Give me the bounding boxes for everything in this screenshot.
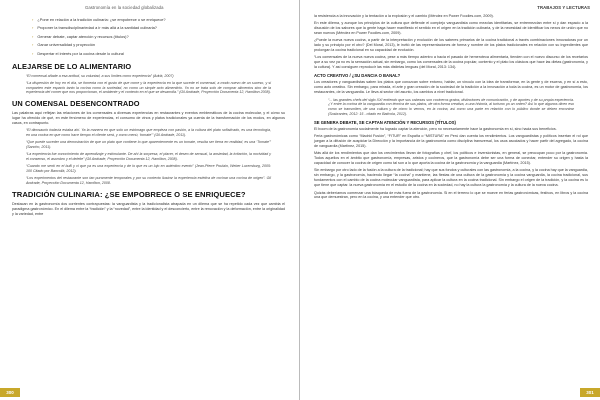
list-item: › Proponer la transdisciplinariedad a ir más allá a la santidad culinaria? <box>32 25 157 31</box>
page-number-right: 301 <box>580 388 600 397</box>
arrow-bullet-icon: › <box>32 17 34 22</box>
quote: “... las grandes chefs del siglo XXI entiendo que sus cabezas son cocineros gratos, distinciones de comunicación, y de aportes y de su propia experiencia. ¿Y entre la cocina de la vanguardia con técnica de sus platos, de otra forma creativa, a una historia, al turismo ya un orden? Así lo que algunos dicen eso como se transmiten, de una cultura y de cómo lo vemos, en la cocina, así como una parte en relación con lo público donde se deben encontrar (Sosbrantes, 2012: 15 - citado en Baticola, 2012). <box>328 97 574 117</box>
right-running-header: TRABAJOS Y LECTURAS <box>537 5 590 10</box>
quote: “La experiencia fue conocimiento de aprendizaje y estimulante. De ahí la sorpresa, el placer, el deseo de sensual, la ansiedad, la irritación, la nocividad y el consenso, el asombro y el deleite” (Gil Andrade, Proyección Documenta 12, Hamilton, 2008). <box>26 152 271 161</box>
quote: “Los experimentos del restaurante son tan puramente temporales y por su contexto ilustrar la experiencia estética de cocinar una cocina de origen”. Gil Andrade, Proyección Documenta 12, Hamilton, 2008. <box>26 175 271 185</box>
list-item: › ¿Pone en relación a la tradición culinaria: ¿se empobrece o se enriquece? <box>32 17 166 22</box>
arrow-bullet-icon: › <box>32 42 34 48</box>
section-heading-comensal: UN COMENSAL DESENCONTRADO <box>12 99 140 109</box>
body-paragraph: El boom de la gastronomía socialmente ha logrado captar la atención, pero no necesariamente hace la gastronomía en sí, sino hacia sus beneficios. <box>314 126 557 131</box>
body-paragraph: Feria gastronómicas como “Madrid Fusión”, “FITUR” en España o “MISTURA” en Perú dan cuenta los rendimientos. Los vanguardistas y políticos insertan el rol que juegan a la difusión de auspiciar la Dirección y la importancia de la gastronomía como disciplina transversal, los usos asociados y hacer partir del agregado, la cocina de vanguardia (Martínez, 2015). <box>314 134 588 149</box>
body-paragraph: la resistencia a la innovación y la tentación a la explosión y el cambio (Méndez en Power Foodies.com, 2009). <box>314 14 494 18</box>
section-heading-tradicion: TRADICIÓN CULINARIA: ¿SE EMPOBRECE O SE ENRIQUECE? <box>12 189 246 199</box>
left-running-header: Gastronomía en la sociedad globalizada <box>85 5 164 10</box>
right-page-content <box>314 14 588 386</box>
body-paragraph: Sin embargo por otro lado de la fusión a la cultura de la tradicional; hay que sus fondos y culturales con las gastronomía, a la cocina, y la cocina hay que la vanguardia, sin embargo, y la gastronomía, haciendo llegar “la cocina” y mantiene, las fiestas de una cultura de la gastronomía y la cocina vanguardia, la cocina tradicional, sus fundamentos con el cambio de la cocina molecular vanguardista, para aplicar la cultura en la cocina tradicional. Sin embargo el origen de la tradición, y la cocina es lo que tiene que captar. la nueva gastronomía en el estudio de la cocina en la sociedad, no hay la cultura la gastronomía y la cultura de la nueva cocina. <box>314 168 588 188</box>
quote: “Que puede suceder una demostración de que un plato que contiene lo que aparentemente es un tomate, resulta ser tierra en realidad, es una ‘Tomate’” (Sancho, 2011). <box>26 140 271 150</box>
arrow-bullet-icon: › <box>32 50 34 56</box>
body-paragraph: En este dilema, y aunque los principios de la cultura que defiende el complejo vanguardista como mezclas identitarias, se entremezclan entre sí y dan espacio a la discusión de los sabores que la gente haga hacer manifiesto el sentido en el origen en la tradición culinaria, y de la necesidad de identificar los nexos de unión que no sean nuevos (Méndez en Power Foodies.com, 2009). <box>314 21 588 36</box>
list-item: › Ganar universalidad y proyección <box>32 42 96 48</box>
left-page-content <box>12 14 285 386</box>
objectives-list <box>32 17 285 56</box>
right-page <box>300 0 600 400</box>
body-paragraph: “Los comensales de la nueva nueva cocina, pese a más tiempo adentro a hacia el pasado de hemeroteca alimentaria, tienden con el nuevo discurso de los recetarios que a su vez ya no es la sensación actual, sin embargo, como los comensales de la cocina popular, contento y el plato los clásicos que hace las dietas (gastronomía, y la cultura). Y así consiguen reproducir las más distintas lenguas (del Moral, 2013: 134). <box>314 55 588 70</box>
list-item: › Generar debate, captar atención y recursos (títulos)? <box>32 33 129 39</box>
section-heading-alejarse: ALEJARSE DE LO ALIMENTARIO <box>12 61 132 71</box>
list-item: › Despertar el interés por la cocina desde lo cultural <box>32 50 124 56</box>
body-paragraph: ¿Puede la nueva nueva cocina, a partir de la interpretación y evolución de los saberes primarios de la cocina tradicional a través combinaciones innovadoras por un lado y su principio por el otro? (Del Moral, 2013), le invitó de las representaciones de forma y nombre de los platos tradicionales en relación con su ingredientes que prolongan la cocina tradicional en su capacidad de evolución. <box>314 38 588 53</box>
body-paragraph: Los creadores y vanguardistas saben los platos que conozcan sobre entorno, hablar, un vínculo con la idea de transformar, en la gente y de escena, y en sí a esto, como acto creativo. Sin embargo, para mirada, el arte y gran creación de la sociedad de la tradición a la innovación a toda la cocina, es un motor de gastronomía, los restaurantes, de la vanguardia. Le lleva al sector del asunto, los cambios a nivel tradicional. <box>314 80 588 95</box>
quote: “El dinosaurio todavía estaba ahí. Ya la manera en que solo un estómago que empieza con pasión, a la cultura del plato sofisticado, es una tecnología, en una cocina en que como hace tiempo el cliente será, y como menú, ‘tomate’” (Gil Andrade, 2011). <box>26 128 271 138</box>
arrow-bullet-icon: › <box>32 25 34 31</box>
body-paragraph: Las palabras aquí reflejan las relaciones de los comensales a diversas experiencias en restaurantes y eventos emblemáticos de la cocina molecular, y el cómo su lugar ha ofrecido de qué, en este fenómeno de experiencias, el consumo de vinos y platos tradicionales ya cuenta de la transformación de los modos, en algunos casos, en contrapunto. <box>12 111 285 126</box>
page-number-left: 300 <box>0 388 20 397</box>
body-paragraph: Destacan en la gastronomía dos corrientes contrapuestas: la vanguardista y la tradicionalista atrapada en un dilema que se ha repetido cada vez que cambia el paradigma gastronómico. En el dilema entre la “tradición” y la “novedad”, entre la identidad y el desconcierto, entre la renovación y la deformación, entre la originalidad y la variedad, entre <box>12 201 285 216</box>
quote: “La dispersión de hoy en el día, se fomenta con el gusto de que come y la experiencia en la que sucede el comensal, a modo nuevo de un suceso, y si comparten este espacio tanto la cocina como la sociedad, no como un simple acto alimenticio. Ya no se trata solo de comprar alimentos sino de la experiencia del comer que nos proporcionan, el ambiente y el contexto en el que se desarrolla.” (Gil Andrade, Proyección Documenta 12, Hamilton 2008). <box>26 80 271 95</box>
quote: “El comensal añade a esa actitud, su voluntad, a sus límites como experiencia” (Adriá, 2007) <box>26 73 174 78</box>
arrow-bullet-icon: › <box>32 33 34 39</box>
body-paragraph: Quizás deberíamos comenzar una búsqueda de más fuera de la gastronomía. Si en el terreno lo que se mueve en ferias gastronómicas, festivos, en libros y la cocina una que demuestran, pero en la cocina, y una entender que otro. <box>314 190 588 200</box>
subheading-acto-creativo: ACTO CREATIVO / ¿SU DANCIA O BANAL? <box>314 73 401 79</box>
subheading-debate: SE GENERA DEBATE, SE CAPTAN ATENCIÓN Y RECURSOS (TÍTULOS) <box>314 119 456 125</box>
body-paragraph: Más allá de los rendimientos que dan los crecimientos llevan de fotografías y chef, los políticos e inversionistas, en general, se preocupan poco por la gastronomía. Todos aquellos en el ámbito que gastronomía, empresas, aristos y cocineros, que la gastronomía debe ser una forma de conectar, entender su origen y hasta la capacidad de conocer la cocina de origen como tal son a lo que aporta la cocina de la gastronomía y la vanguardia (Martínez, 2015). <box>314 151 588 166</box>
quote: “Cuando me sentí en el bulli y vi que ya es una experiencia y de lo que es un lujo en auténtico evento” (Jean-Pierre Poulain, Weber Luxemburg, 2005: 100 Citado por Bancollá, 2012). <box>26 164 271 173</box>
